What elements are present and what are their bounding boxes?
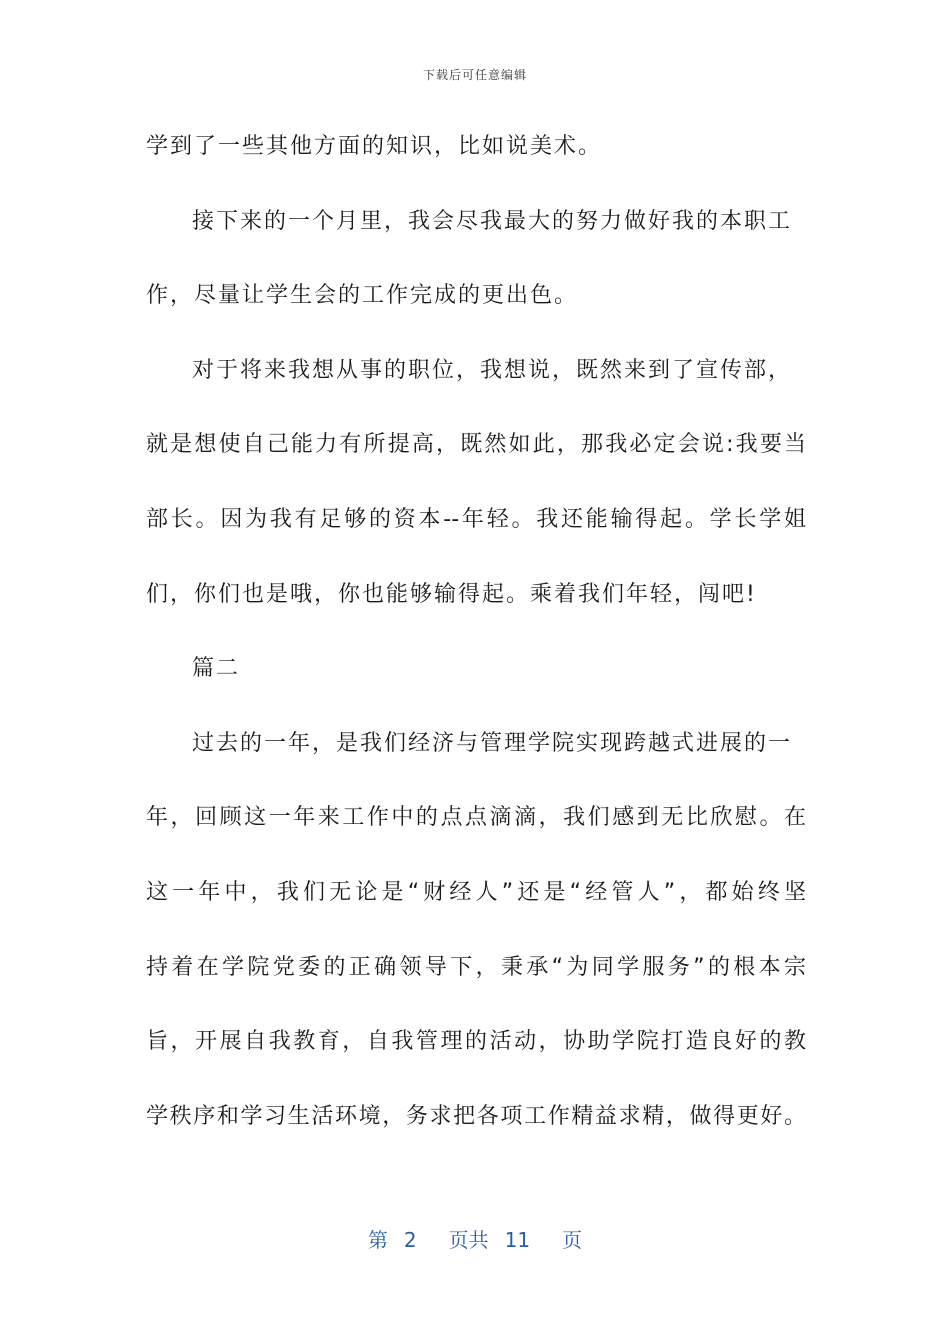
text-line: 们，你们也是哦，你也能够输得起。乘着我们年轻，闯吧! xyxy=(146,581,757,607)
footer-total-pages: 11 xyxy=(504,1228,531,1252)
text-line: 作，尽量让学生会的工作完成的更出色。 xyxy=(146,283,579,309)
text-line: 旨，开展自我教育，自我管理的活动，协助学院打造良好的教 xyxy=(146,1029,806,1055)
document-body xyxy=(146,120,806,1164)
section-heading: 篇二 xyxy=(192,656,241,682)
page-footer xyxy=(0,1224,950,1253)
text-line: 年，回顾这一年来工作中的点点滴滴，我们感到无比欣慰。在 xyxy=(146,805,806,831)
text-line: 持着在学院党委的正确领导下，秉承“为同学服务”的根本宗 xyxy=(146,954,806,980)
footer-current-page: 2 xyxy=(403,1228,417,1252)
footer-prefix: 第 xyxy=(367,1228,388,1252)
text-line: 就是想使自己能力有所提高，既然如此，那我必定会说:我要当 xyxy=(146,432,806,458)
text-line: 学秩序和学习生活环境，务求把各项工作精益求精，做得更好。 xyxy=(146,1103,806,1129)
text-line: 部长。因为我有足够的资本--年轻。我还能输得起。学长学姐 xyxy=(146,506,806,532)
page-header-note: 下载后可任意编辑 xyxy=(422,68,527,82)
text-line: 接下来的一个月里，我会尽我最大的努力做好我的本职工 xyxy=(192,208,793,234)
text-line: 这一年中，我们无论是“财经人”还是“经管人”，都始终坚 xyxy=(146,879,806,905)
text-line: 对于将来我想从事的职位，我想说，既然来到了宣传部， xyxy=(192,357,793,383)
text-line: 过去的一年，是我们经济与管理学院实现跨越式进展的一 xyxy=(192,730,793,756)
text-line: 学到了一些其他方面的知识，比如说美术。 xyxy=(146,134,603,159)
footer-middle: 页共 xyxy=(448,1228,489,1252)
footer-suffix: 页 xyxy=(562,1228,583,1252)
